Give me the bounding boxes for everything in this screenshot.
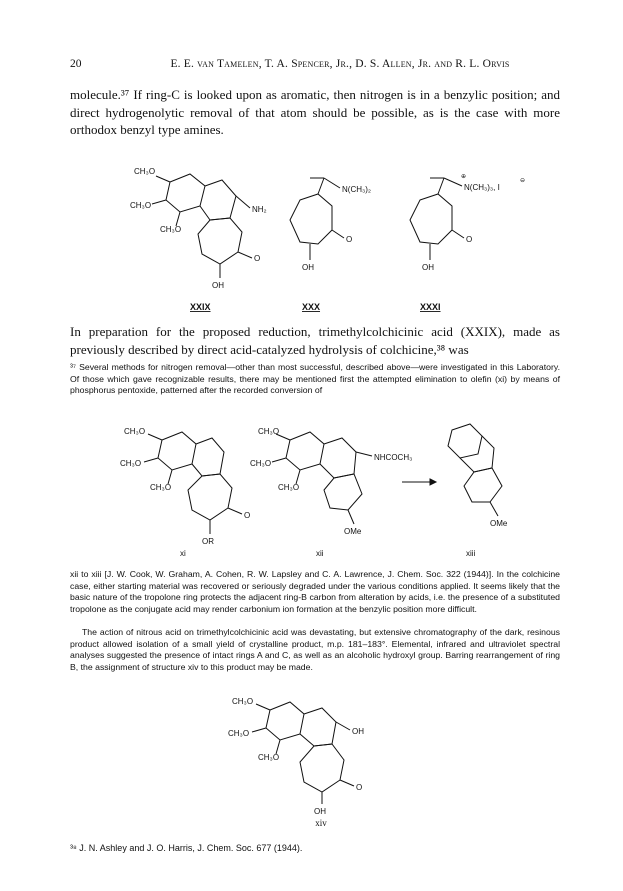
compound-label-xi: xi [180,549,186,558]
compound-label-xiv: xiv [315,818,327,828]
footnote-37-part2: xii to xiii [J. W. Cook, W. Graham, A. Cohen, R. W. Lapsley and C. A. Lawrence, J. Chem. Soc. 322 (1944)]. In the colchicine case, either starting material was recovered or seriously degraded under the various conditions applied. It seems likely that the basic nature of the tropolone ring protects the adjacent ring-B carbon from alteration by acids, i.e. the presence of a substituted tropolone as the conjugate acid may render carbonium ion formation at the benzylic position more difficult. [70,569,560,614]
ch3o-group: CH₃O [130,201,152,210]
running-head-authors: E. E. van Tamelen, T. A. Spencer, Jr., D. S. Allen, Jr. and R. L. Orvis [170,58,510,70]
paragraph-2: In preparation for the proposed reduction, trimethylcolchicinic acid (XXIX), made as previously described by direct acid-catalyzed hydrolysis of colchicine,³⁸ was [70,324,560,357]
carbonyl-o: O [346,235,353,244]
oh-group: OH [314,807,326,816]
footnote-37-part3: The action of nitrous acid on trimethylcolchicinic acid was devastating, but extensive chromatography of the dark, resinous product allowed isolation of a small yield of crystalline product, m.p. 181–183°. Elemental, infrared and ultraviolet spectral analyses suggested the presence of intact rings A and C, as well as an alcoholic hydroxyl group. Barring rearrangement of ring B, the assignment of structure xiv to this product may be made. [70,627,560,672]
intro-paragraph: molecule.³⁷ If ring-C is looked upon as aromatic, then nitrogen is in a benzylic position; and direct hydrogenolytic removal of that atom should be possible, as is the case with more orthodox benzyl type amines. [70,87,560,137]
ch3o-group: CH₃O [120,459,142,468]
compound-label-xxx: XXX [302,302,321,312]
ch3o-group: CH₃O [232,697,254,706]
or-group: OR [202,537,214,546]
ch3o-group: CH₃O [258,427,280,436]
oh-group: OH [212,281,224,290]
carbonyl-o: O [466,235,473,244]
ch3o-group: CH₃O [258,753,280,762]
figure-2-structures [110,420,530,560]
oh-group: OH [352,727,364,736]
compound-label-xii: xii [316,549,324,558]
ring-c [198,218,242,264]
carbonyl-o: O [254,254,261,263]
ch3o-group: CH₃O [250,459,272,468]
plus-charge: ⊕ [461,174,467,180]
ch3o-group: CH₃O [124,427,146,436]
footnote-38: ³⁸ J. N. Ashley and J. O. Harris, J. Chem. Soc. 677 (1944). [70,843,303,853]
nme2-group: N(CH₃)₂ [342,185,372,194]
oh-group: OH [422,263,434,272]
ring-b [200,180,236,220]
ch3o-group: CH₃O [228,729,250,738]
compound-label-xxxi: XXXI [420,302,441,312]
carbonyl-o: O [244,511,251,520]
figure-1-structures [110,160,530,320]
ch3o-group: CH₃O [160,225,182,234]
footnote-37-part1: ³⁷ Several methods for nitrogen removal—other than most successful, described above—were investigated in this Laboratory. Of those which gave recognizable results, there may be mentioned first the attempted elimination to olefin (xi) by means of phosphorus pentoxide, patterned after the recorded conversion of [70,362,560,395]
oh-group: OH [302,263,314,272]
nme3-group: N(CH₃)₃, I [464,183,500,192]
minus-charge: ⊖ [520,178,526,184]
ch3o-group: CH₃O [150,483,172,492]
page-number: 20 [70,58,82,70]
nhcoch3-group: NHCOCH₃ [374,453,413,462]
carbonyl-o: O [356,783,363,792]
compound-label-xxix: XXIX [190,302,211,312]
nh2-group: NH₂ [252,205,267,214]
compound-label-xiii: xiii [466,549,476,558]
ch3o-group: CH₃O [134,167,156,176]
ome-group: OMe [344,527,362,536]
figure-3-structure [220,690,420,820]
ring-a [166,174,205,212]
ome-group: OMe [490,519,508,528]
ch3o-group: CH₃O [278,483,300,492]
